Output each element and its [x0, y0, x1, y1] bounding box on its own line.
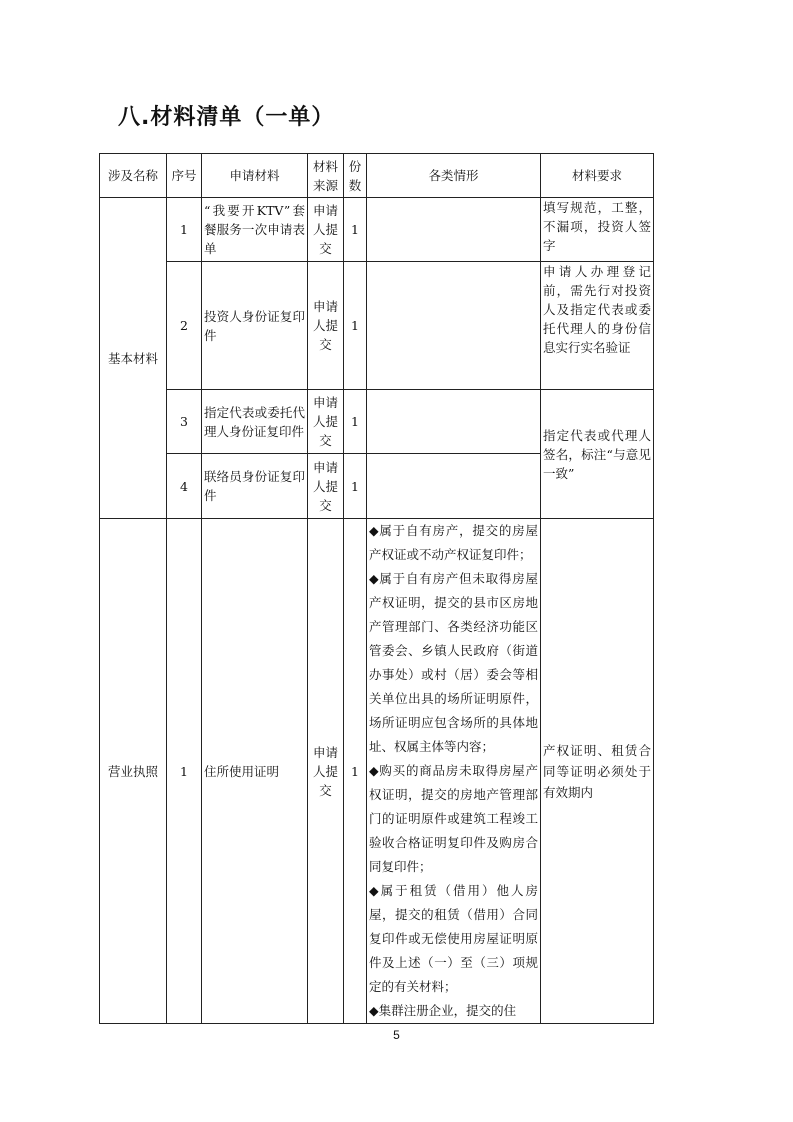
table-row — [100, 519, 654, 1024]
row-copies: 1 — [344, 198, 367, 262]
group-name: 基本材料 — [100, 198, 167, 519]
row-material: 指定代表或委托代理人身份证复印件 — [202, 390, 308, 454]
row-requirement: 指定代表或代理人签名，标注“与意见一致” — [541, 390, 654, 519]
row-seq: 3 — [167, 390, 202, 454]
header-requirements: 材料要求 — [541, 154, 654, 198]
row-requirement: 产权证明、租赁合同等证明必须处于有效期内 — [541, 519, 654, 1024]
page-title: 八.材料清单（一单） — [118, 105, 335, 130]
row-copies: 1 — [344, 454, 367, 519]
table-row — [100, 262, 654, 390]
row-seq: 4 — [167, 454, 202, 519]
situation-item: ◆属于自有房产但未取得房屋产权证明，提交的县市区房地产管理部门、各类经济功能区管委会、乡镇人民政府（街道办事处）或村（居）委会等相关单位出具的场所证明原件，场所证明应包含场所的具体地址、权属主体等内容； — [369, 571, 538, 754]
materials-table — [99, 153, 654, 1024]
header-seq: 序号 — [167, 154, 202, 198]
row-situation — [367, 454, 541, 519]
row-material: “我要开KTV”套餐服务一次申请表单 — [202, 198, 308, 262]
header-situations: 各类情形 — [367, 154, 541, 198]
row-copies: 1 — [344, 390, 367, 454]
row-source: 申请人提交 — [308, 454, 344, 519]
table-row — [100, 198, 654, 262]
header-material: 申请材料 — [202, 154, 308, 198]
row-seq: 1 — [167, 198, 202, 262]
header-source: 材料来源 — [308, 154, 344, 198]
row-situations-cell — [367, 519, 541, 1024]
row-source: 申请人提交 — [308, 198, 344, 262]
row-material: 投资人身份证复印件 — [202, 262, 308, 390]
page-number: 5 — [393, 1028, 400, 1042]
table-row — [100, 390, 654, 454]
row-requirement: 填写规范，工整，不漏项，投资人签字 — [541, 198, 654, 262]
row-seq: 1 — [167, 519, 202, 1024]
header-copies: 份数 — [344, 154, 367, 198]
row-material: 住所使用证明 — [202, 519, 308, 1024]
row-source: 申请人提交 — [308, 519, 344, 1024]
situation-item: ◆集群注册企业，提交的住 — [369, 1003, 517, 1018]
row-situation — [367, 390, 541, 454]
row-source: 申请人提交 — [308, 262, 344, 390]
row-material: 联络员身份证复印件 — [202, 454, 308, 519]
row-copies: 1 — [344, 519, 367, 1024]
group-name: 营业执照 — [100, 519, 167, 1024]
row-requirement: 申请人办理登记前，需先行对投资人及指定代表或委托代理人的身份信息实行实名验证 — [541, 262, 654, 390]
row-copies: 1 — [344, 262, 367, 390]
row-situation — [367, 262, 541, 390]
situation-item: ◆属于自有房产，提交的房屋产权证或不动产权证复印件； — [369, 523, 538, 562]
header-area: 涉及名称 — [100, 154, 167, 198]
row-situation — [367, 198, 541, 262]
table-header-row — [100, 154, 654, 198]
situation-item: ◆购买的商品房未取得房屋产权证明，提交的房地产管理部门的证明原件或建筑工程竣工验收合格证明复印件及购房合同复印件； — [369, 763, 538, 874]
row-source: 申请人提交 — [308, 390, 344, 454]
row-seq: 2 — [167, 262, 202, 390]
situation-item: ◆属于租赁（借用）他人房屋，提交的租赁（借用）合同复印件或无偿使用房屋证明原件及上述（一）至（三）项规定的有关材料； — [369, 883, 538, 994]
